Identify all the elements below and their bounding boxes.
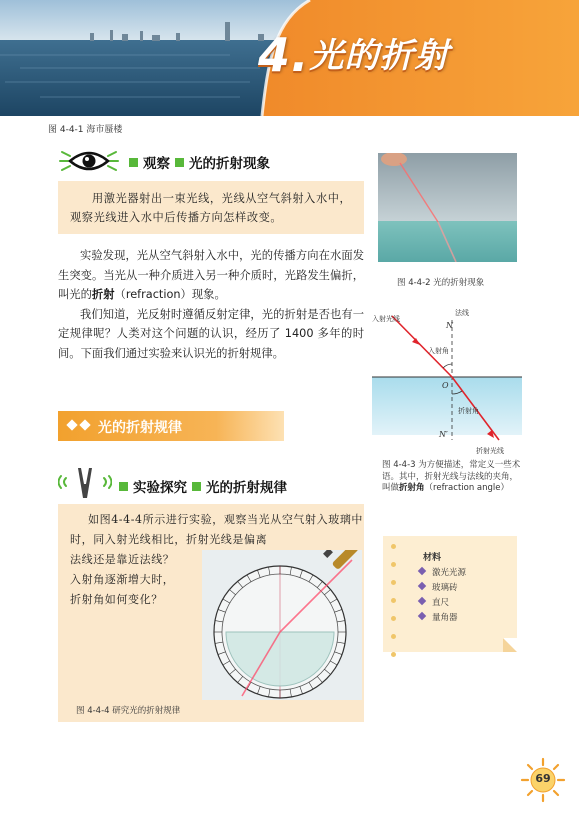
chapter-number: 4.	[258, 28, 310, 82]
label-o: O	[442, 381, 449, 390]
experiment-tag: 实验探究	[133, 480, 187, 496]
protractor-experiment-photo	[202, 550, 362, 700]
eye-icon	[58, 146, 120, 176]
experiment-line-3: 入射角逐渐增大时，	[70, 573, 175, 586]
figure-caption-441: 图 4-4-1 海市蜃楼	[48, 125, 123, 135]
experiment-note-box	[58, 504, 364, 722]
refraction-diagram	[372, 302, 522, 462]
tuning-fork-icon	[58, 466, 112, 500]
caption-443-text-end: （refraction angle）	[424, 483, 510, 493]
term-refraction: 折射	[91, 288, 115, 301]
figure-caption-443	[382, 460, 522, 495]
figure-caption-442: 图 4-4-2 光的折射现象	[397, 278, 485, 288]
square-bullet-icon	[175, 158, 184, 167]
section-title: 光的折射规律	[98, 420, 182, 436]
diamond-bullet-icon	[418, 597, 426, 605]
experiment-line-1: 如图4-4-4所示进行实验，观察当光从空气射入玻璃中时，同入射光线相比，折射光线是偏离	[70, 513, 364, 546]
label-n-prime: N′	[439, 430, 448, 439]
paragraph-1-text: 实验发现，光从空气斜射入水中，光的传播方向在水面发生突变。当光从一种介质进入另一种介质时，光路发生偏折，叫光的	[58, 249, 364, 301]
observe-text: 用激光器射出一束光线，光线从空气斜射入水中，观察光线进入水中后传播方向怎样改变。	[70, 192, 352, 224]
material-item-label: 量角器	[432, 613, 458, 623]
paragraph-1	[58, 246, 364, 305]
diamond-bullet-icon	[418, 582, 426, 590]
paragraph-1-text-end: （refraction）现象。	[114, 288, 226, 301]
experiment-heading	[58, 466, 358, 500]
term-refraction-angle: 折射角	[399, 483, 425, 493]
experiment-title: 光的折射规律	[206, 480, 287, 496]
label-refraction-angle: 折射角	[458, 407, 479, 415]
refraction-photo	[378, 153, 517, 262]
material-item-label: 激光光源	[432, 568, 467, 578]
materials-note	[383, 536, 517, 652]
experiment-line-2: 法线还是靠近法线？	[70, 553, 175, 566]
materials-list	[419, 566, 466, 626]
section-heading-bar	[58, 411, 284, 441]
square-bullet-icon	[192, 482, 201, 491]
observe-title: 光的折射现象	[189, 156, 270, 172]
list-item	[419, 581, 466, 596]
page-fold-corner	[503, 638, 517, 652]
note-dots	[391, 544, 396, 670]
header-photo	[0, 0, 579, 116]
diamond-bullet-icon	[418, 567, 426, 575]
list-item	[419, 611, 466, 626]
caption-443-text: 图 4-4-3 为方便描述，常定义一些术语。其中，折射光线与法线的夹角，叫做	[382, 460, 521, 493]
material-item-label: 直尺	[432, 598, 450, 608]
label-n: N	[446, 321, 453, 330]
paragraph-2: 我们知道，光反射时遵循反射定律，光的折射是否也有一定规律呢？人类对这个问题的认识，经历了 1400 多年的时间。下面我们通过实验来认识光的折射规律。	[58, 307, 364, 360]
label-refracted-ray: 折射光线	[476, 447, 504, 455]
experiment-line-4: 折射角如何变化？	[70, 593, 163, 606]
list-item	[419, 566, 466, 581]
page-number: 69	[535, 772, 551, 785]
chapter-title-text: 光的折射	[309, 36, 450, 76]
square-bullet-icon	[129, 158, 138, 167]
label-normal: 法线	[455, 309, 469, 317]
diamond-icon	[79, 419, 90, 430]
observe-tag: 观察	[143, 156, 170, 172]
square-bullet-icon	[119, 482, 128, 491]
label-incident-angle: 入射角	[428, 347, 449, 355]
material-item-label: 玻璃砖	[432, 583, 458, 593]
list-item	[419, 596, 466, 611]
chapter-title	[258, 28, 449, 82]
page-number-badge	[520, 757, 566, 803]
label-incident-ray: 入射光线	[372, 315, 400, 323]
figure-caption-444: 图 4-4-4 研究光的折射规律	[76, 706, 181, 716]
materials-title: 材料	[423, 553, 442, 563]
diamond-bullet-icon	[418, 612, 426, 620]
observe-note-box	[58, 181, 364, 234]
body-text	[58, 246, 364, 363]
observe-heading	[58, 146, 348, 176]
diamond-icon	[66, 419, 77, 430]
